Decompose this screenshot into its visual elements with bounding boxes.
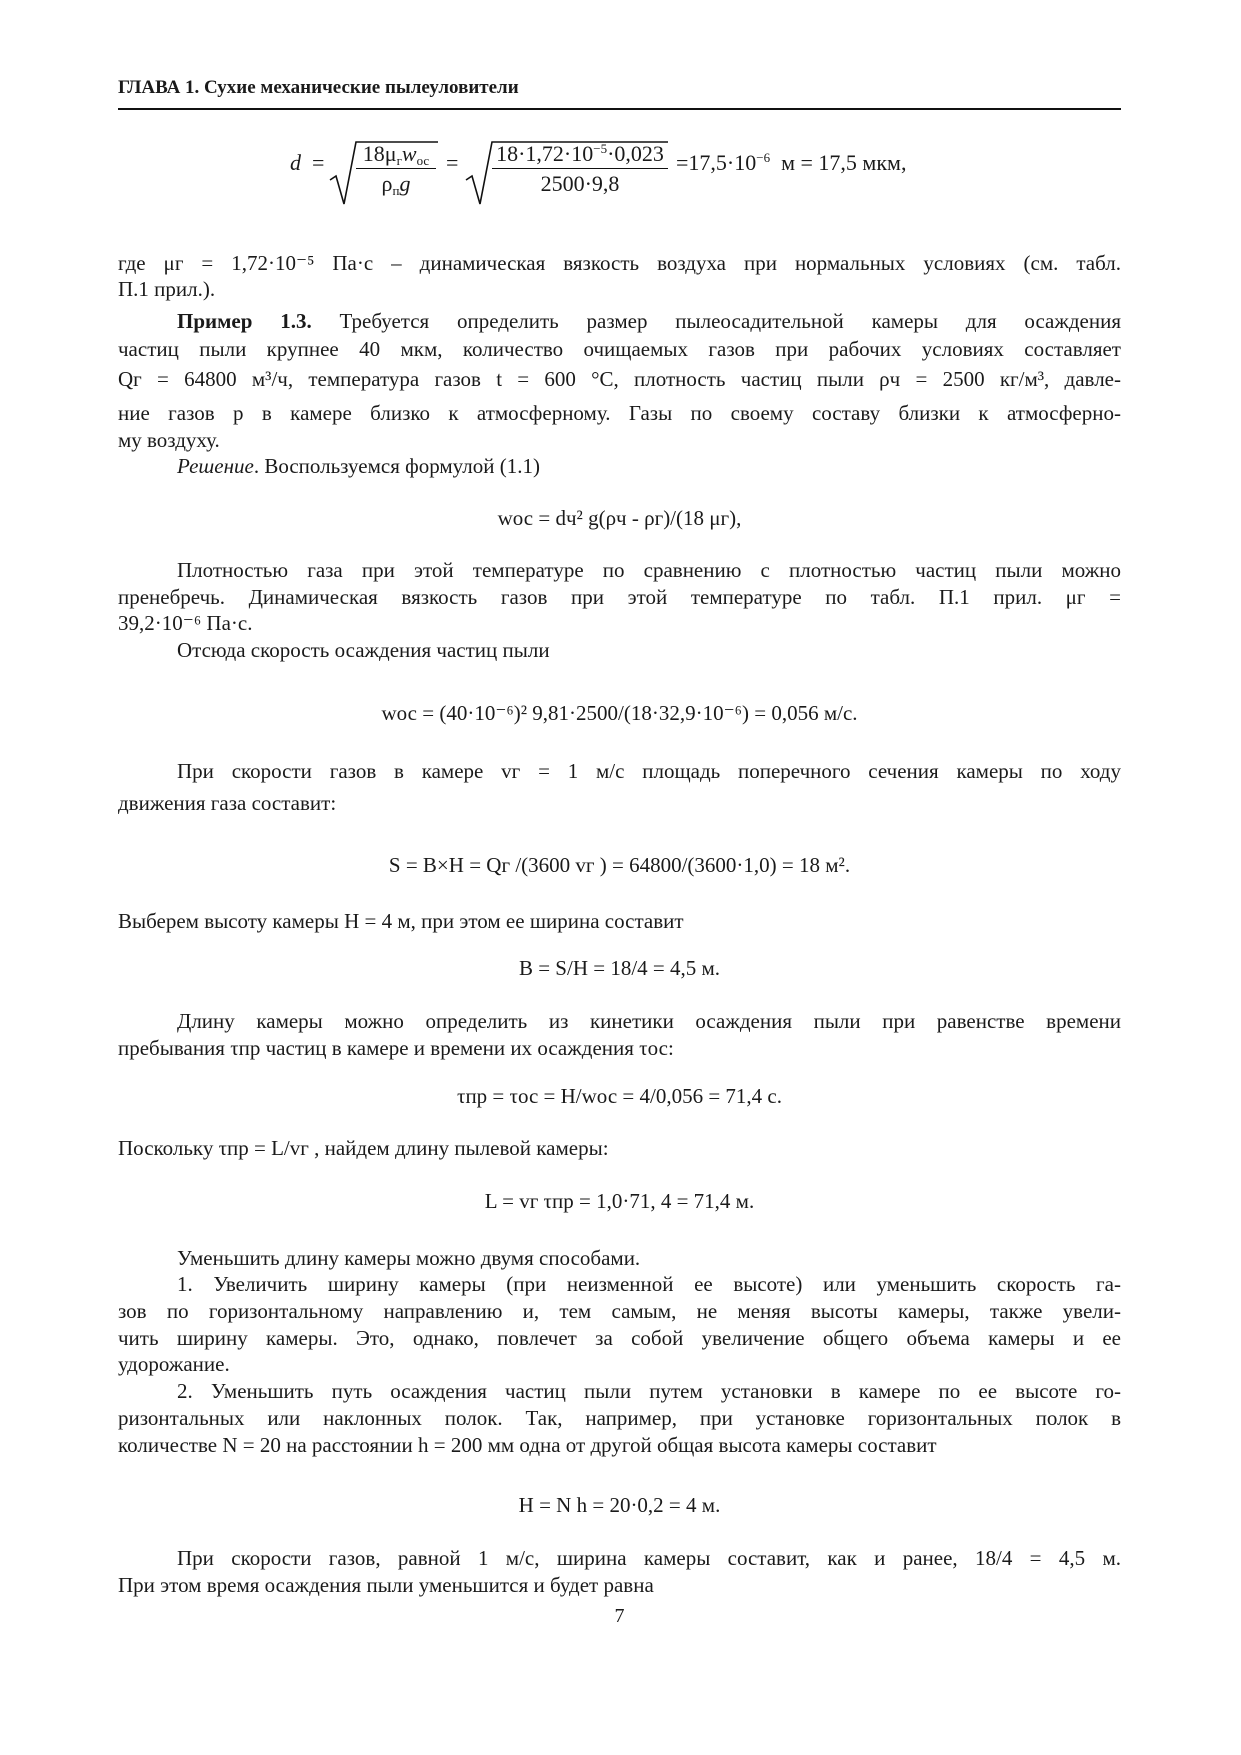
formula-velocity-value: wос = (40·10⁻⁶)² 9,81·2500/(18·32,9·10⁻⁶) = 0,056 м/с. [381, 701, 858, 725]
text-line: чить ширину камеры. Это, однако, повлечет за собой увеличение общего объема камеры и ее [118, 1326, 1121, 1350]
text-line: количестве N = 20 на расстоянии h = 200 мм одна от другой общая высота камеры составит [118, 1433, 937, 1457]
text-line: Длину камеры можно определить из кинетики осаждения пыли при равенстве времени [177, 1009, 1121, 1033]
chapter-header: ГЛАВА 1. Сухие механические пылеуловители [118, 76, 1121, 110]
fraction-2-numerator: $18\cdot 1,72\cdot 10^{-5}\cdot 0,023$ [492, 140, 668, 169]
text-line: зов по горизонтальному направлению и, тем самым, не меняя высоты камеры, также увели- [118, 1299, 1121, 1323]
formula-settling-velocity: wос = dч² g(ρч - ρг)/(18 μг), [497, 506, 742, 530]
fraction-2-denominator: 2500·9,8 [540, 171, 620, 196]
formula-eq-2: = [446, 150, 459, 175]
solution-line: Решение. Воспользуемся формулой (1.1) [177, 454, 540, 478]
fraction-1-numerator: $18\mu_гw_{ос}$ [356, 140, 436, 169]
solution-label: Решение [177, 454, 254, 478]
text-line: Поскольку τпр = L/vг , найдем длину пылевой камеры: [118, 1136, 609, 1160]
formula-width: B = S/H = 18/4 = 4,5 м. [518, 956, 721, 980]
text-line: 1. Увеличить ширину камеры (при неизменной ее высоте) или уменьшить скорость га- [177, 1272, 1121, 1296]
example-heading-line: Пример 1.3. Требуется определить размер пылеосадительной камеры для осаждения [177, 309, 1121, 333]
text-line: Уменьшить длину камеры можно двумя способами. [177, 1246, 641, 1270]
text-line: Плотностью газа при этой температуре по сравнению с плотностью частиц пыли можно [177, 558, 1121, 582]
text-line: Qг = 64800 м³/ч, температура газов t = 600 °С, плотность частиц пыли ρч = 2500 кг/м³, давле- [118, 367, 1121, 391]
formula-cross-section: S = B×H = Qг /(3600 vг ) = 64800/(3600·1,0) = 18 м². [388, 853, 851, 877]
formula-residence-time: τпр = τос = H/wос = 4/0,056 = 71,4 с. [457, 1084, 782, 1108]
text-line: му воздуху. [118, 428, 220, 452]
formula-lhs: d [290, 150, 301, 175]
text-line: 39,2·10⁻⁶ Па·с. [118, 611, 253, 635]
formula-particle-diameter [290, 141, 990, 216]
text-line: При этом время осаждения пыли уменьшится и будет равна [118, 1573, 654, 1597]
text-line: П.1 прил.). [118, 277, 216, 301]
page-number: 7 [614, 1605, 625, 1627]
formula-length: L = vг τпр = 1,0·71, 4 = 71,4 м. [484, 1189, 755, 1213]
text-line: При скорости газов в камере vг = 1 м/с площадь поперечного сечения камеры по ходу [177, 759, 1121, 783]
fraction-2 [492, 140, 668, 199]
text-line: пребывания τпр частиц в камере и времени их осаждения τос: [118, 1036, 674, 1060]
text-line: движения газа составит: [118, 791, 337, 815]
text-line: пренебречь. Динамическая вязкость газов при этой температуре по табл. П.1 прил. μг = [118, 585, 1121, 609]
text-line: Выберем высоту камеры H = 4 м, при этом ее ширина составит [118, 909, 684, 933]
text-line: частиц пыли крупнее 40 мкм, количество очищаемых газов при рабочих условиях составляет [118, 337, 1121, 361]
text-line: Отсюда скорость осаждения частиц пыли [177, 638, 550, 662]
formula-result: $=17,5\cdot 10^{-6}$ м = 17,5 мкм, [676, 150, 907, 175]
text-line: удорожание. [118, 1352, 230, 1376]
formula-chamber-height: H = N h = 20·0,2 = 4 м. [518, 1493, 721, 1517]
fraction-1-denominator: $\rho_пg$ [381, 171, 411, 198]
text-line: где μг = 1,72·10⁻⁵ Па·с – динамическая вязкость воздуха при нормальных условиях (см. табл. [118, 251, 1121, 275]
formula-eq: = [312, 150, 325, 175]
text-line: ние газов p в камере близко к атмосферному. Газы по своему составу близки к атмосферно- [118, 401, 1121, 425]
example-title: Пример 1.3. [177, 309, 312, 333]
text-line: При скорости газов, равной 1 м/с, ширина камеры составит, как и ранее, 18/4 = 4,5 м. [177, 1546, 1121, 1570]
text-line: 2. Уменьшить путь осаждения частиц пыли путем установки в камере по ее высоте го- [177, 1379, 1121, 1403]
text-line: ризонтальных или наклонных полок. Так, например, при установке горизонтальных полок в [118, 1406, 1121, 1430]
fraction-1 [356, 140, 436, 199]
